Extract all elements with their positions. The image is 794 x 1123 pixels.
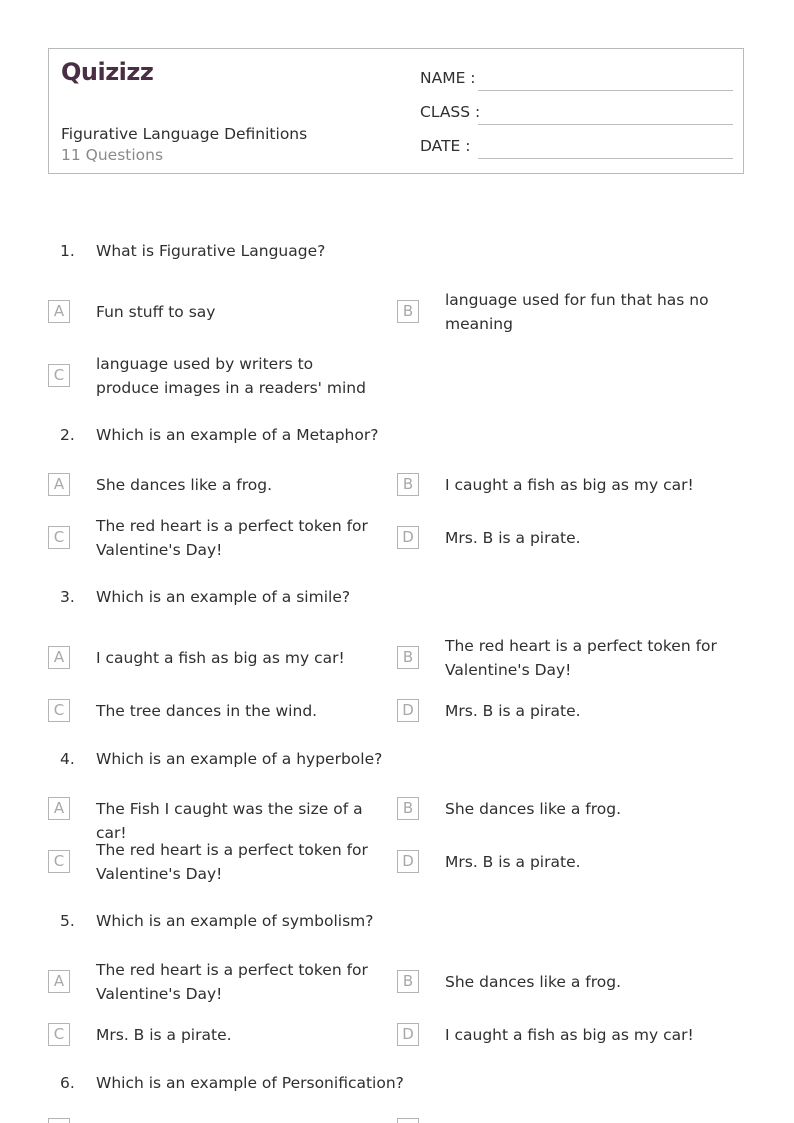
quizizz-logo: Quizizz <box>61 58 154 86</box>
option-letter: C <box>48 850 70 873</box>
question-text: Which is an example of a Metaphor? <box>96 426 379 444</box>
question-number: 1. <box>60 242 75 260</box>
option-letter: B <box>397 473 419 496</box>
question-text: Which is an example of Personification? <box>96 1074 404 1092</box>
question-number: 6. <box>60 1074 75 1092</box>
option-letter: B <box>397 300 419 323</box>
option-text: Fun stuff to say <box>96 303 216 321</box>
option-letter: A <box>48 970 70 993</box>
option-letter: C <box>48 699 70 722</box>
option-letter: C <box>48 526 70 549</box>
option-letter: D <box>397 1023 419 1046</box>
option-text: She dances like a frog. <box>445 800 622 818</box>
option-letter: D <box>397 526 419 549</box>
option-letter: C <box>48 1023 70 1046</box>
option-text: Mrs. B is a pirate. <box>96 1026 232 1044</box>
option-text: The Fish I caught was the size of a car! <box>96 800 363 842</box>
option-text: She dances like a frog. <box>445 973 622 991</box>
option-letter: D <box>397 699 419 722</box>
option-letter: B <box>397 797 419 820</box>
date-line <box>478 158 733 159</box>
name-line <box>478 90 733 91</box>
option-text: The tree dances in the wind. <box>96 702 318 720</box>
option-text: The red heart is a perfect token for Valentine's Day! <box>96 961 368 1003</box>
option-text: I caught a fish as big as my car! <box>96 649 345 667</box>
option-letter: B <box>397 646 419 669</box>
option-text: I caught a fish as big as my car! <box>445 476 694 494</box>
worksheet-header <box>48 48 744 174</box>
question-number: 2. <box>60 426 75 444</box>
question-number: 4. <box>60 750 75 768</box>
option-text: language used by writers to produce images in a readers' mind <box>96 355 366 397</box>
name-label: NAME : <box>420 69 476 87</box>
option-letter: A <box>48 300 70 323</box>
option-letter: A <box>48 473 70 496</box>
option-text: language used for fun that has no meaning <box>445 291 709 333</box>
option-text: Mrs. B is a pirate. <box>445 529 581 547</box>
option-text: The red heart is a perfect token for Valentine's Day! <box>96 517 368 559</box>
class-label: CLASS : <box>420 103 481 121</box>
question-text: Which is an example of a hyperbole? <box>96 750 383 768</box>
option-letter: B <box>397 970 419 993</box>
question-number: 5. <box>60 912 75 930</box>
option-text: Mrs. B is a pirate. <box>445 853 581 871</box>
question-text: What is Figurative Language? <box>96 242 326 260</box>
option-text: The red heart is a perfect token for Valentine's Day! <box>445 637 717 679</box>
option-letter-partial <box>397 1118 419 1123</box>
option-text: I caught a fish as big as my car! <box>445 1026 694 1044</box>
option-letter: C <box>48 364 70 387</box>
option-text: She dances like a frog. <box>96 476 273 494</box>
question-number: 3. <box>60 588 75 606</box>
option-letter: A <box>48 797 70 820</box>
option-letter: D <box>397 850 419 873</box>
question-count: 11 Questions <box>61 146 164 164</box>
question-text: Which is an example of symbolism? <box>96 912 374 930</box>
class-line <box>478 124 733 125</box>
question-text: Which is an example of a simile? <box>96 588 351 606</box>
option-letter-partial <box>48 1118 70 1123</box>
option-text: Mrs. B is a pirate. <box>445 702 581 720</box>
worksheet-title: Figurative Language Definitions <box>61 125 308 143</box>
date-label: DATE : <box>420 137 471 155</box>
option-letter: A <box>48 646 70 669</box>
option-text: The red heart is a perfect token for Valentine's Day! <box>96 841 368 883</box>
